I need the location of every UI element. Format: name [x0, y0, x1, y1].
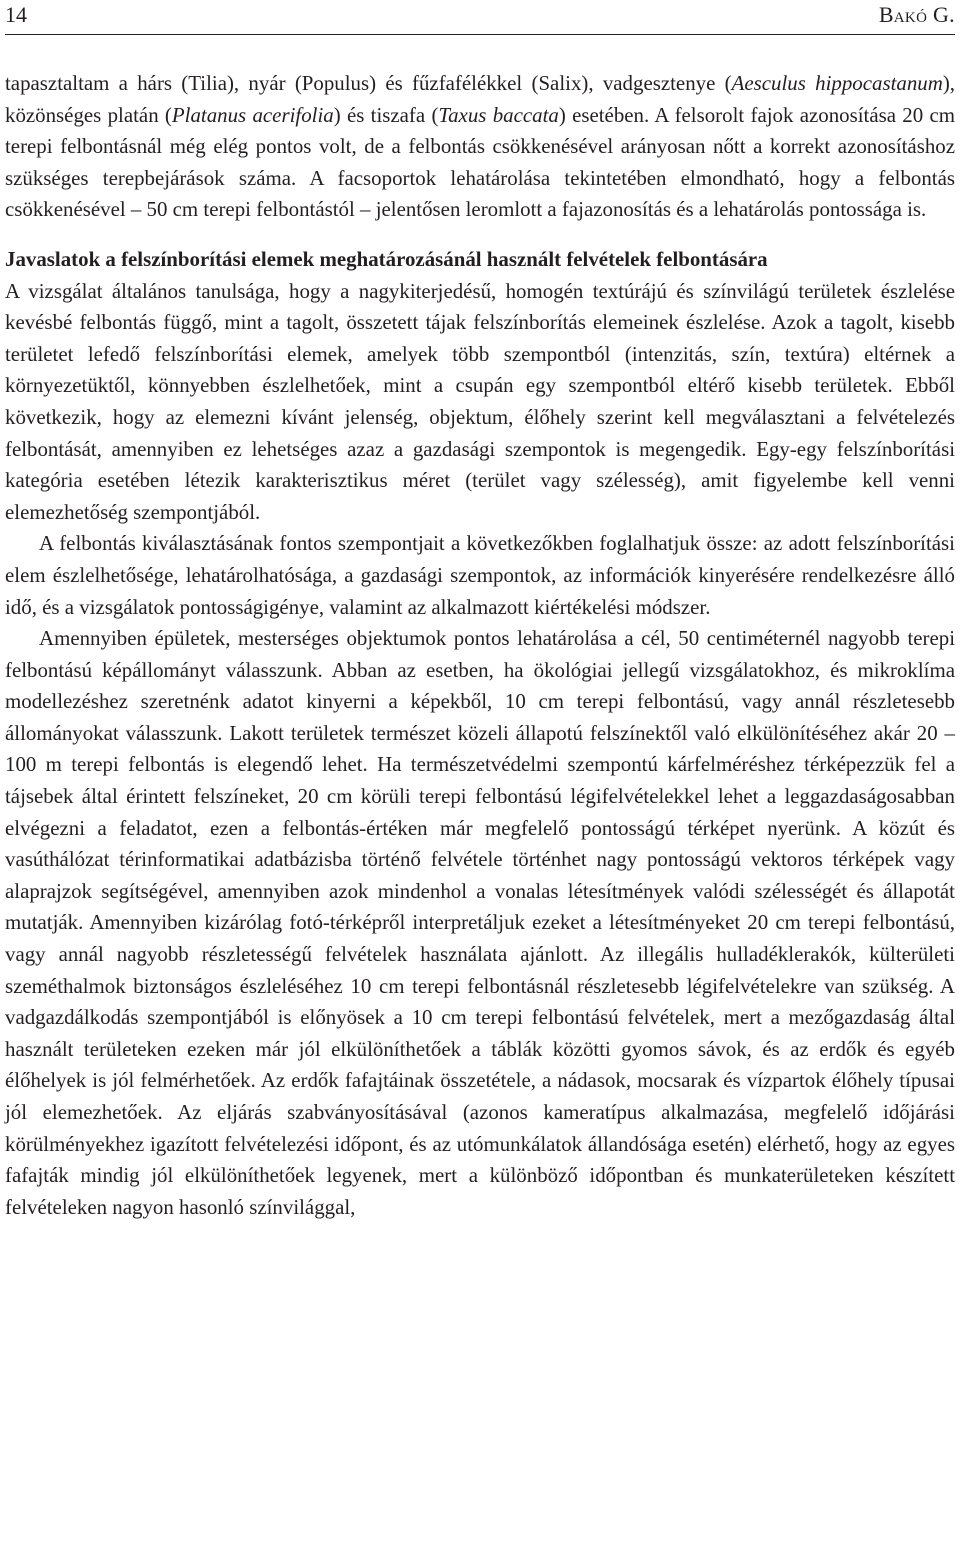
section-paragraph-3: Amennyiben épületek, mesterséges objektumok pontos lehatárolása a cél, 50 centiméternél nagyobb terepi felbontású képállományt válasszunk. Abban az esetben, ha ökológiai jellegű vizsgálatokhoz, és mikroklíma modellezéshez szeretnénk adatot kinyerni a képekből, 10 cm terepi felbontású, vagy annál részletesebb állományokat válasszunk. Lakott területek természet közeli állapotú felszínektől való elkülönítéséhez akár 20 – 100 m terepi felbontás is elegendő lehet. Ha természetvédelmi szempontú kárfelméréshez térképezzük fel a tájsebek által érintett felszíneket, 20 cm körüli terepi felbontású légifelvételekkel lehet a leggazdaságosabban elvégezni a feladatot, ezen a felbontás-értéken már megfelelő pontosságú térképet nyerünk. A közút és vasúthálózat térinformatikai adatbázisba történő felvétele történhet nagy pontosságú vektoros térképek vagy alaprajzok segítségével, amennyiben azok mindenhol a vonalas létesítmények valódi szélességét és állapotát mutatják. Amennyiben kizárólag fotó-térképről interpretáljuk ezeket a létesítményeket 20 cm terepi felbontású, vagy annál nagyobb részletességű felvételek használata ajánlott. Az illegális hulladéklerakók, külterületi szeméthalmok biztonságos észleléséhez 10 cm terepi felbontásnál részletesebb légifelvételekre van szükség. A vadgazdálkodás szempontjából is előnyösek a 10 cm terepi felbontású felvételek, mert a mezőgazdaság által használt területeken ezeken már jól elkülöníthetőek a táblák közötti gyomos sávok, és az erdők és egyéb élőhelyek is jól felmérhetőek. Az erdők fafajtáinak összetétele, a nádasok, mocsarak és vízpartok élőhely típusai jól elemezhetőek. Az eljárás szabványosításával (azonos kameratípus alkalmazása, megfelelő időjárási körülményekhez igazított felvételezési időpont, és az utómunkálatok állandósága esetén) elérhető, hogy az egyes fafajták mindig jól elkülöníthetőek legyenek, mert a különböző időpontban és munkaterületeken készített felvételeken nagyon hasonló színvilággal, [5, 626, 955, 1219]
species-platanus: Platanus acerifolia [171, 102, 334, 127]
body-text [5, 68, 955, 1223]
section-heading: Javaslatok a felszínborítási elemek meghatározásánál használt felvételek felbontására [5, 246, 768, 271]
species-aesculus: Aesculus hippocastanum [731, 71, 943, 95]
page-number: 14 [5, 2, 27, 27]
species-taxus: Taxus baccata [438, 102, 559, 127]
section-paragraph-1: A vizsgálat általános tanulsága, hogy a nagykiterjedésű, homogén textúrájú és színvilágú területek észlelése kevésbé felbontás függő, mint a tagolt, összetett tájak felszínborítás elemeinek észlelése. Azok a tagolt, kisebb területet lefedő felszínborítási elemek, amelyek több szempontból (intenzitás, szín, textúra) eltérnek a környezetüktől, könnyebben észlelhetőek, mint a csupán egy szempontból eltérő kisebb területek. Ebből következik, hogy az elemezni kívánt jelenség, objektum, élőhely szerint kell megválasztani a felvételezés felbontását, amennyiben ez lehetséges azaz a gazdasági szempontok is megengedik. Egy-egy felszínborítási kategória esetében létezik karakterisztikus méret (terület vagy szélesség), amit figyelembe kell venni elemezhetőség szempontjából. [5, 278, 955, 524]
intro-text-1: tapasztaltam a hárs (Tilia), nyár (Populus) és fűzfafélékkel (Salix), vadgesztenye ( [5, 71, 732, 95]
intro-text-2: ), közönséges platán ( [5, 71, 955, 127]
section-paragraph-2: A felbontás kiválasztásának fontos szempontjait a következőkben foglalhatjuk össze: az adott felszínborítási elem észlelhetősége, lehatárolhatósága, a gazdasági szempontok, az információk kinyerésére rendelkezésre álló idő, és a vizsgálatok pontosságigénye, valamint az alkalmazott kiértékelési módszer. [5, 531, 955, 619]
intro-text-3: ) és tiszafa ( [333, 102, 439, 127]
intro-paragraph [5, 68, 955, 226]
intro-text-4: ) esetében. A felsorolt fajok azonosítása 20 cm terepi felbontásnál még elég pontos volt, de a felbontás csökkenésével arányosan nőtt a korrekt azonosításhoz szükséges terepbejárások száma. A facsoportok lehatárolása tekintetében elmondható, hogy a felbontás csökkenésével – 50 cm terepi felbontástól – jelentősen leromlott a fajazonosítás és a lehatárolás pontossága is. [5, 102, 955, 222]
running-head [5, 0, 955, 35]
running-head-author: Bakó G. [878, 2, 955, 27]
page [5, 0, 955, 1223]
